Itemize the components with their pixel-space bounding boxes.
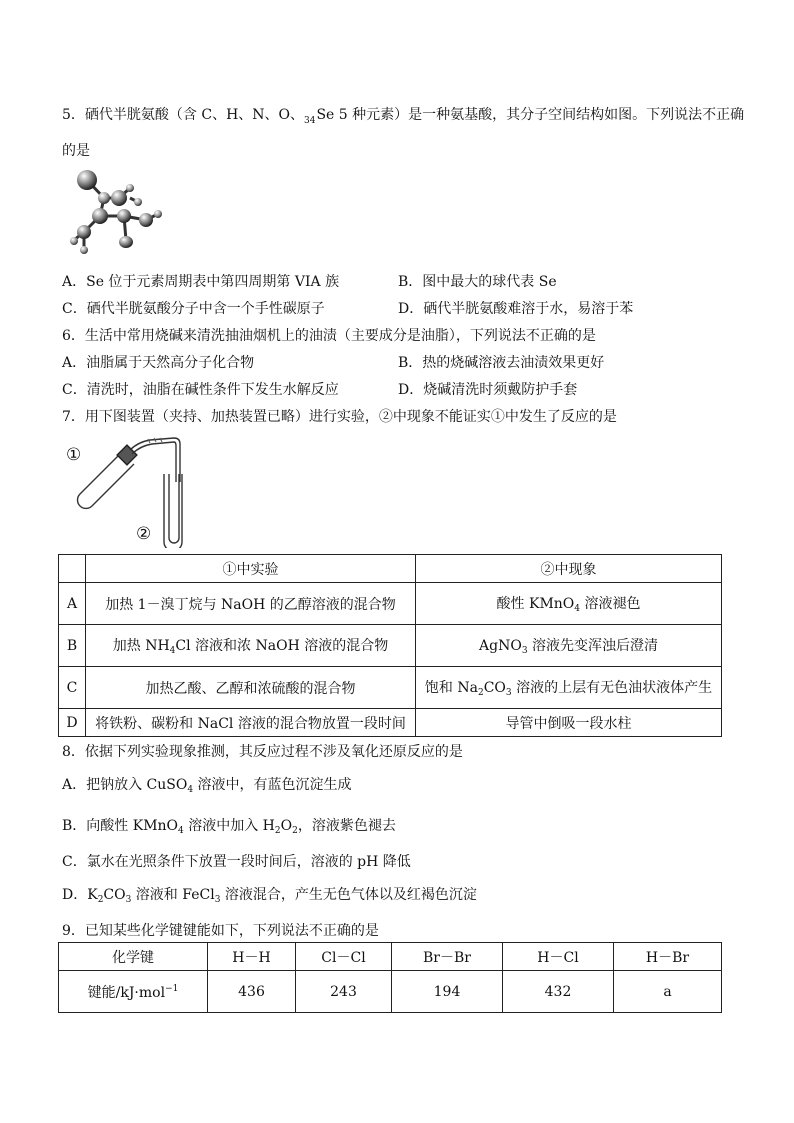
q7-row-b-exp: 加热 $NH_4Cl$ 溶液和浓 NaOH 溶液的混合物	[86, 625, 416, 667]
q7-header-exp: ①中实验	[86, 555, 416, 583]
q9-v5: a	[614, 971, 722, 1013]
q5-option-d[interactable]: D．硒代半胱氨酸难溶于水，易溶于苯	[398, 301, 634, 317]
q7-row-d-exp: 将铁粉、碳粉和 NaCl 溶液的混合物放置一段时间	[86, 709, 416, 737]
q7-row-a-key: A	[59, 583, 86, 625]
q9-h5: H－Br	[614, 943, 722, 971]
q8-option-d[interactable]: D．$K_2CO_3$ 溶液和 FeCl$_3$ 溶液混合，产生无色气体以及红褐色沉淀	[62, 887, 477, 905]
q9-h3: Br－Br	[392, 943, 503, 971]
q5-option-b[interactable]: B．图中最大的球代表 Se	[398, 274, 557, 290]
apparatus-label-1: ①	[66, 445, 82, 465]
q6-option-a[interactable]: A．油脂属于天然高分子化合物	[62, 355, 255, 371]
q9-stem: 9．已知某些化学键键能如下，下列说法不正确的是	[62, 923, 379, 939]
table-row	[59, 971, 722, 1013]
table-row	[59, 583, 722, 625]
q7-row-d-obs: 导管中倒吸一段水柱	[416, 709, 722, 737]
q9-table	[58, 942, 722, 1013]
molecule-figure	[64, 168, 174, 260]
q6-option-c[interactable]: C．清洗时，油脂在碱性条件下发生水解反应	[62, 382, 339, 398]
q7-row-b-key: B	[59, 625, 86, 667]
q9-v1: 436	[208, 971, 296, 1013]
q9-v2: 243	[296, 971, 392, 1013]
apparatus-label-2: ②	[136, 524, 152, 544]
q8-option-a[interactable]: A．把钠放入 CuSO$_4$ 溶液中，有蓝色沉淀生成	[62, 777, 352, 795]
q5-stem-line2: 的是	[62, 143, 90, 159]
q7-row-c-exp: 加热乙酸、乙醇和浓硫酸的混合物	[86, 667, 416, 709]
q9-h2: Cl－Cl	[296, 943, 392, 971]
table-row	[59, 667, 722, 709]
q5-option-c[interactable]: C．硒代半胱氨酸分子中含一个手性碳原子	[62, 301, 325, 317]
q7-row-b-obs: AgNO$_3$ 溶液先变浑浊后澄清	[416, 625, 722, 667]
table-row	[59, 709, 722, 737]
q6-option-b[interactable]: B．热的烧碱溶液去油渍效果更好	[398, 355, 605, 371]
q5-option-a[interactable]: A．Se 位于元素周期表中第四周期第 VIA 族	[62, 274, 340, 290]
q7-row-a-obs: 酸性 KMnO$_4$ 溶液褪色	[416, 583, 722, 625]
table-row	[59, 943, 722, 971]
q7-stem: 7．用下图装置（夹持、加热装置已略）进行实验，②中现象不能证实①中发生了反应的是	[62, 409, 617, 425]
q5-stem-a: 5．硒代半胱氨酸（含 C、H、N、O、	[62, 107, 305, 123]
q5-stem	[62, 106, 744, 130]
q9-h4: H－Cl	[503, 943, 614, 971]
apparatus-figure	[70, 436, 200, 548]
q6-stem: 6．生活中常用烧碱来清洗抽油烟机上的油渍（主要成分是油脂），下列说法不正确的是	[62, 328, 596, 344]
q9-v3: 194	[392, 971, 503, 1013]
q9-v4: 432	[503, 971, 614, 1013]
q7-header-obs: ②中现象	[416, 555, 722, 583]
q8-stem: 8．依据下列实验现象推测，其反应过程不涉及氧化还原反应的是	[62, 744, 463, 760]
q7-row-c-obs: 饱和 $Na_2CO_3$ 溶液的上层有无色油状液体产生	[416, 667, 722, 709]
q6-option-d[interactable]: D．烧碱清洗时须戴防护手套	[398, 382, 578, 398]
q8-option-c[interactable]: C．氯水在光照条件下放置一段时间后，溶液的 pH 降低	[62, 854, 411, 870]
table-row	[59, 625, 722, 667]
q7-row-c-key: C	[59, 667, 86, 709]
q8-option-b[interactable]: B．向酸性 KMnO$_4$ 溶液中加入 $H_2O_2$，溶液紫色褪去	[62, 818, 396, 836]
q7-table	[58, 554, 722, 737]
q9-r0: 键能/kJ·mol$^{-1}$	[59, 971, 208, 1013]
q5-stem-b: Se 5 种元素）是一种氨基酸，其分子空间结构如图。下列说法不正确	[316, 107, 745, 123]
q9-h0: 化学键	[59, 943, 208, 971]
q7-table-corner	[59, 555, 86, 583]
q5-stem-sub: 34	[304, 116, 316, 126]
q7-row-a-exp: 加热 1－溴丁烷与 NaOH 的乙醇溶液的混合物	[86, 583, 416, 625]
q9-h1: H－H	[208, 943, 296, 971]
q7-row-d-key: D	[59, 709, 86, 737]
